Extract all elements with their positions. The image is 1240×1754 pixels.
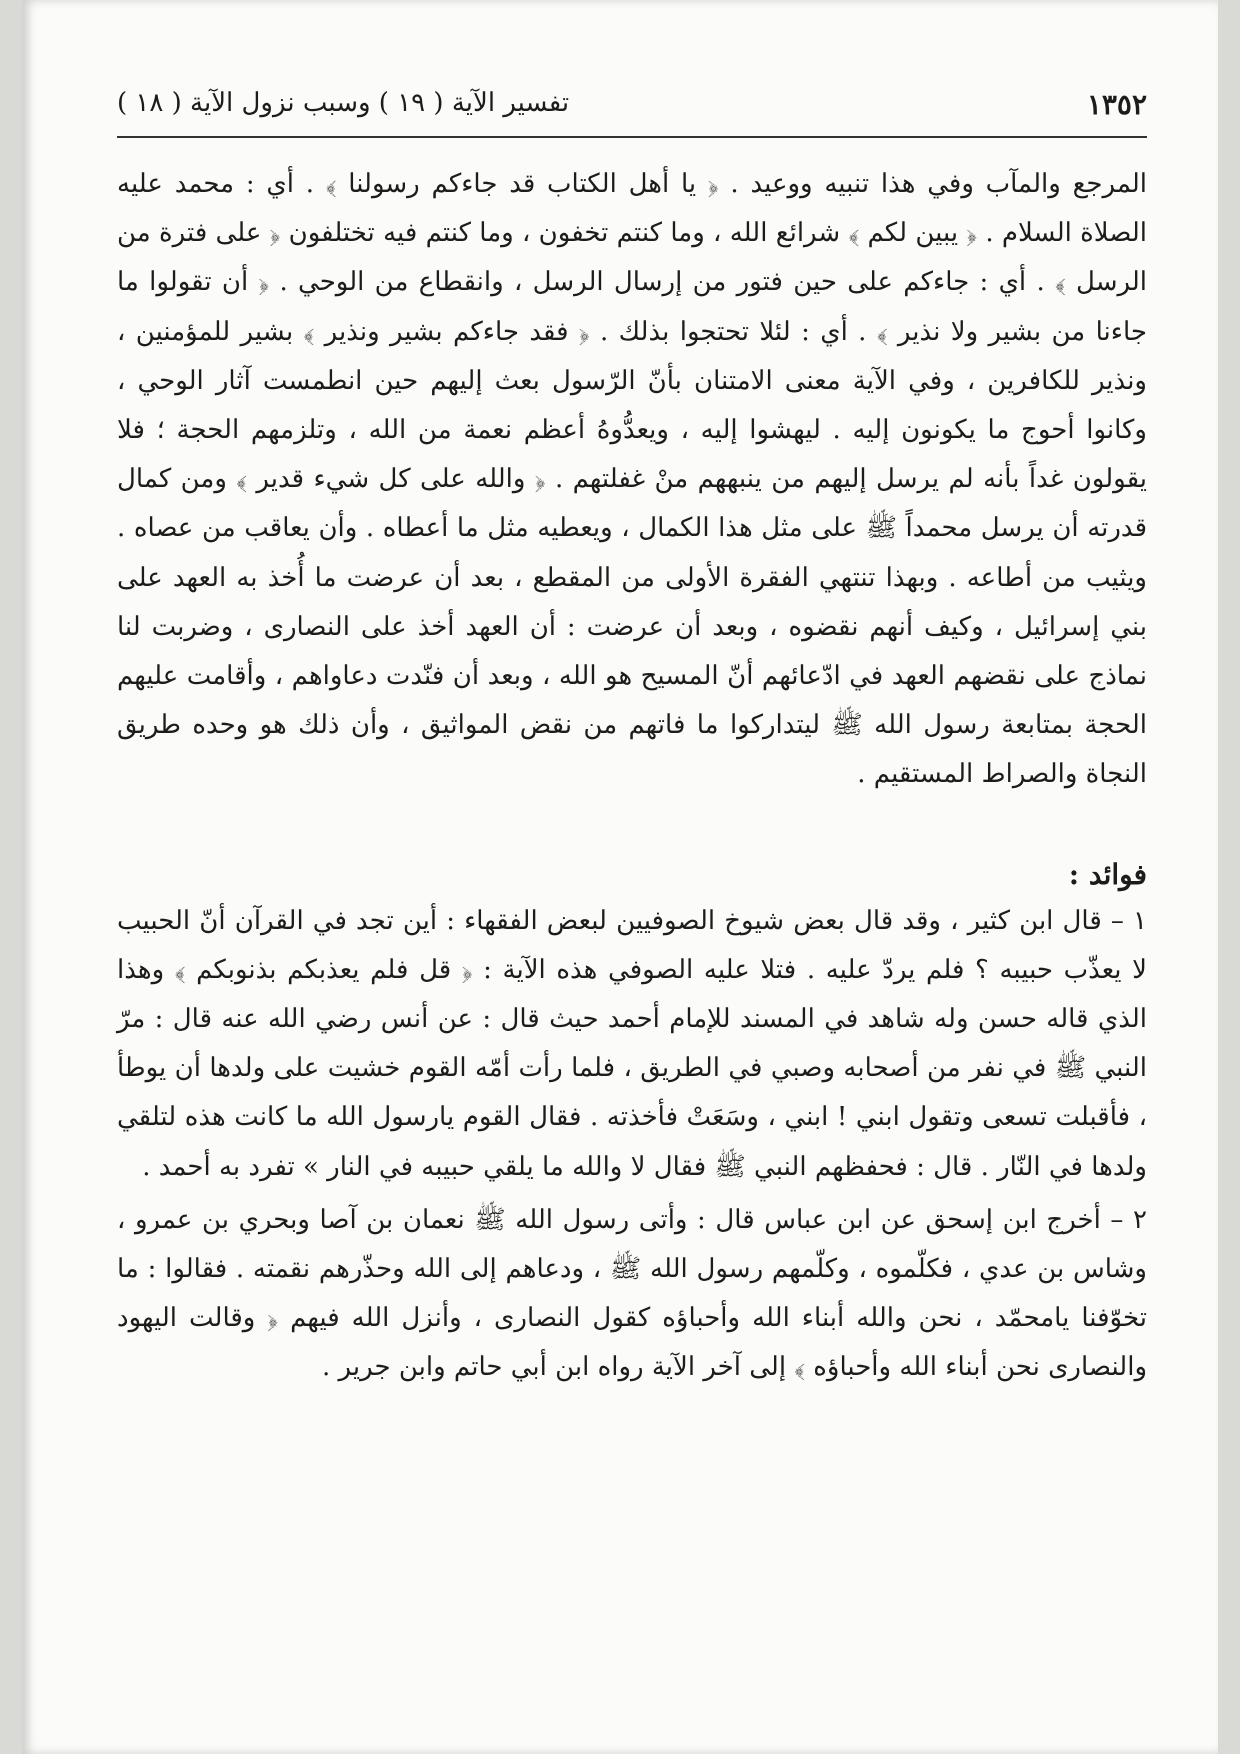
running-header (117, 88, 1147, 128)
commentary-paragraph: المرجع والمآب وفي هذا تنبيه ووعيد . ﴿ يا أهل الكتاب قد جاءكم رسولنا ﴾ . أي : محمد عليه الصلاة السلام . ﴿ يبين لكم ﴾ شرائع الله ، وما كنتم تخفون ، وما كنتم فيه تختلفون ﴿ على فترة من الرسل ﴾ . أي : جاءكم على حين فتور من إرسال الرسل ، وانقطاع من الوحي . ﴿ أن تقولوا ما جاءنا من بشير ولا نذير ﴾ . أي : لئلا تحتجوا بذلك . ﴿ فقد جاءكم بشير ونذير ﴾ بشير للمؤمنين ، ونذير للكافرين ، وفي الآية معنى الامتنان بأنّ الرّسول بعث إليهم حين انطمست آثار الوحي ، وكانوا أحوج ما يكونون إليه . ليهشوا إليه ، ويعدُّوهُ أعظم نعمة من الله ، وتلزمهم الحجة ؛ فلا يقولون غداً بأنه لم يرسل إليهم من ينبههم منْ غفلتهم . ﴿ والله على كل شيء قدير ﴾ ومن كمال قدرته أن يرسل محمداً ﷺ على مثل هذا الكمال ، ويعطيه مثل ما أعطاه . وأن يعاقب من عصاه . ويثيب من أطاعه . وبهذا تنتهي الفقرة الأولى من المقطع ، بعد أن عرضت ما أُخذ به العهد على بني إسرائيل ، وكيف أنهم نقضوه ، وبعد أن عرضت : أن العهد أخذ على النصارى ، وضربت لنا نماذج على نقضهم العهد في ادّعائهم أنّ المسيح هو الله ، وبعد أن فنّدت دعاواهم ، وأقامت عليهم الحجة بمتابعة رسول الله ﷺ ليتداركوا ما فاتهم من نقض المواثيق ، وأن ذلك هو وحده طريق النجاة والصراط المستقيم . (117, 169, 1148, 790)
benefit-note-2: ٢ – أخرج ابن إسحق عن ابن عباس قال : وأتى رسول الله ﷺ نعمان بن آصا وبحري بن عمرو ، وشاس بن عدي ، فكلّموه ، وكلّمهم رسول الله ﷺ ، ودعاهم إلى الله وحذّرهم نقمته . فقالوا : ما تخوّفنا يامحمّد ، نحن والله أبناء الله وأحباؤه كقول النصارى ، وأنزل الله فيهم ﴿ وقالت اليهود والنصارى نحن أبناء الله وأحباؤه ﴾ إلى آخر الآية رواه ابن أبي حاتم وابن جرير . (117, 1204, 1147, 1383)
main-text (117, 160, 1147, 1397)
benefit-note-1: ١ – قال ابن كثير ، وقد قال بعض شيوخ الصوفيين لبعض الفقهاء : أين تجد في القرآن أنّ الحبيب لا يعذّب حبيبه ؟ فلم يردّ عليه . فتلا عليه الصوفي هذه الآية : ﴿ قل فلم يعذبكم بذنوبكم ﴾ وهذا الذي قاله حسن وله شاهد في المسند للإمام أحمد حيث قال : عن أنس رضي الله عنه قال : مرّ النبي ﷺ في نفر من أصحابه وصبي في الطريق ، فلما رأت أمّه القوم خشيت على ولدها أن يوطأ ، فأقبلت تسعى وتقول ابني ! ابني ، وسَعَتْ فأخذته . فقال القوم يارسول الله ما كانت هذه لتلقي ولدها في النّار . قال : فحفظهم النبي ﷺ فقال لا والله ما يلقي حبيبه في النار » تفرد به أحمد . (117, 905, 1148, 1182)
benefits-heading: فوائد : (1068, 857, 1147, 891)
header-rule (117, 136, 1147, 138)
page-number: ١٣٥٢ (1086, 88, 1147, 121)
header-section-title: تفسير الآية ( ١٩ ) وسبب نزول الآية ( ١٨ ) (117, 88, 570, 118)
book-page (22, 0, 1218, 1754)
